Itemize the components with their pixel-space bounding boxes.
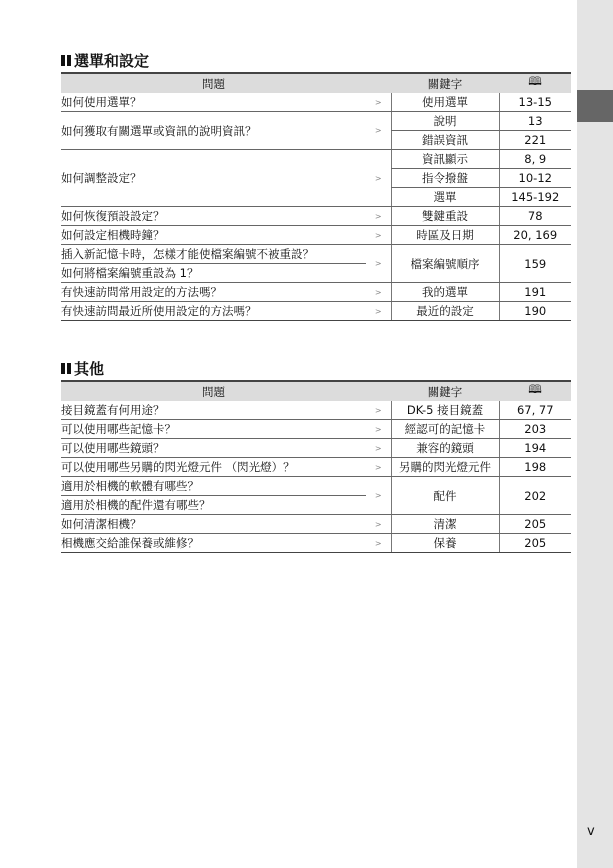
arrow-icon: > <box>366 515 391 534</box>
question-cell: 插入新記憶卡時，怎樣才能使檔案編號不被重設？ <box>61 247 314 261</box>
header-arrow-spacer <box>366 381 391 401</box>
header-page-ref-icon: 🕮 <box>499 73 571 93</box>
table-row <box>61 283 571 302</box>
keyword-cell: 我的選單 <box>391 283 499 302</box>
page-number: v <box>587 824 595 839</box>
keyword-cell: 時區及日期 <box>391 226 499 245</box>
arrow-icon: > <box>366 477 391 515</box>
table-row <box>61 207 571 226</box>
table-row <box>61 515 571 534</box>
question-cell: 有快速訪問最近所使用設定的方法嗎？ <box>61 302 366 321</box>
table-row <box>61 458 571 477</box>
table-row <box>61 401 571 420</box>
keyword-cell: 檔案編號順序 <box>391 245 499 283</box>
arrow-icon: > <box>366 420 391 439</box>
other-table <box>61 380 571 553</box>
question-cell: 可以使用哪些鏡頭？ <box>61 439 366 458</box>
arrow-icon: > <box>366 302 391 321</box>
page-ref-cell: 221 <box>499 131 571 150</box>
arrow-icon: > <box>366 458 391 477</box>
question-cell: 可以使用哪些另購的閃光燈元件 （閃光燈）？ <box>61 458 366 477</box>
keyword-cell: 說明 <box>391 112 499 131</box>
chapter-tab <box>577 90 613 122</box>
menus-settings-table <box>61 72 571 321</box>
arrow-icon: > <box>366 112 391 150</box>
arrow-icon: > <box>366 401 391 420</box>
question-cell: 適用於相機的軟體有哪些？ <box>61 479 199 493</box>
page-ref-cell: 203 <box>499 420 571 439</box>
table-row <box>61 112 571 131</box>
page-ref-cell: 159 <box>499 245 571 283</box>
keyword-cell: 清潔 <box>391 515 499 534</box>
arrow-icon: > <box>366 93 391 112</box>
arrow-icon: > <box>366 245 391 283</box>
keyword-cell: 經認可的記憶卡 <box>391 420 499 439</box>
header-question: 問題 <box>61 73 366 93</box>
header-keyword: 關鍵字 <box>391 381 499 401</box>
table-header-row <box>61 73 571 93</box>
table-row <box>61 534 571 553</box>
table-row <box>61 477 571 496</box>
arrow-icon: > <box>366 207 391 226</box>
page-ref-cell: 20, 169 <box>499 226 571 245</box>
page-ref-cell: 205 <box>499 534 571 553</box>
table-row <box>61 93 571 112</box>
keyword-cell: 配件 <box>391 477 499 515</box>
page-ref-cell: 8, 9 <box>499 150 571 169</box>
page-ref-cell: 78 <box>499 207 571 226</box>
header-question: 問題 <box>61 381 366 401</box>
keyword-cell: 選單 <box>391 188 499 207</box>
table-row <box>61 245 571 264</box>
table-row <box>61 226 571 245</box>
arrow-icon: > <box>366 283 391 302</box>
table-row <box>61 302 571 321</box>
keyword-cell: 最近的設定 <box>391 302 499 321</box>
arrow-icon: > <box>366 439 391 458</box>
question-cell: 如何調整設定？ <box>61 150 366 207</box>
section-marker-icon <box>61 55 71 66</box>
page-ref-cell: 191 <box>499 283 571 302</box>
question-cell: 如何清潔相機？ <box>61 515 366 534</box>
arrow-icon: > <box>366 226 391 245</box>
table-row <box>61 420 571 439</box>
question-cell: 接目鏡蓋有何用途？ <box>61 401 366 420</box>
question-cell: 有快速訪問常用設定的方法嗎？ <box>61 283 366 302</box>
keyword-cell: 使用選單 <box>391 93 499 112</box>
question-cell: 如何使用選單？ <box>61 93 366 112</box>
page-side-strip <box>577 0 613 868</box>
table-header-row <box>61 381 571 401</box>
page-ref-cell: 202 <box>499 477 571 515</box>
keyword-cell: DK-5 接目鏡蓋 <box>391 401 499 420</box>
arrow-icon: > <box>366 150 391 207</box>
page-ref-cell: 10-12 <box>499 169 571 188</box>
keyword-cell: 兼容的鏡頭 <box>391 439 499 458</box>
keyword-cell: 另購的閃光燈元件 <box>391 458 499 477</box>
table-row <box>61 439 571 458</box>
question-cell: 可以使用哪些記憶卡？ <box>61 420 366 439</box>
section-marker-icon <box>61 363 71 374</box>
keyword-cell: 保養 <box>391 534 499 553</box>
section-title-menus: 選單和設定 <box>61 50 149 71</box>
keyword-cell: 雙鍵重設 <box>391 207 499 226</box>
page-ref-cell: 13 <box>499 112 571 131</box>
question-cell: 如何將檔案編號重設為 1？ <box>61 264 366 283</box>
question-cell: 如何獲取有關選單或資訊的說明資訊？ <box>61 112 366 150</box>
keyword-cell: 指令撥盤 <box>391 169 499 188</box>
section-title-other: 其他 <box>61 358 104 379</box>
keyword-cell: 錯誤資訊 <box>391 131 499 150</box>
page-ref-cell: 194 <box>499 439 571 458</box>
page-ref-cell: 190 <box>499 302 571 321</box>
header-arrow-spacer <box>366 73 391 93</box>
page-ref-cell: 145-192 <box>499 188 571 207</box>
table-row <box>61 150 571 169</box>
page-ref-cell: 67, 77 <box>499 401 571 420</box>
header-keyword: 關鍵字 <box>391 73 499 93</box>
page-ref-cell: 13-15 <box>499 93 571 112</box>
header-page-ref-icon: 🕮 <box>499 381 571 401</box>
question-cell: 相機應交給誰保養或維修？ <box>61 534 366 553</box>
question-cell: 適用於相機的配件還有哪些？ <box>61 496 366 515</box>
question-cell: 如何恢復預設設定？ <box>61 207 366 226</box>
page-ref-cell: 198 <box>499 458 571 477</box>
question-cell: 如何設定相機時鐘？ <box>61 226 366 245</box>
page-ref-cell: 205 <box>499 515 571 534</box>
keyword-cell: 資訊顯示 <box>391 150 499 169</box>
arrow-icon: > <box>366 534 391 553</box>
